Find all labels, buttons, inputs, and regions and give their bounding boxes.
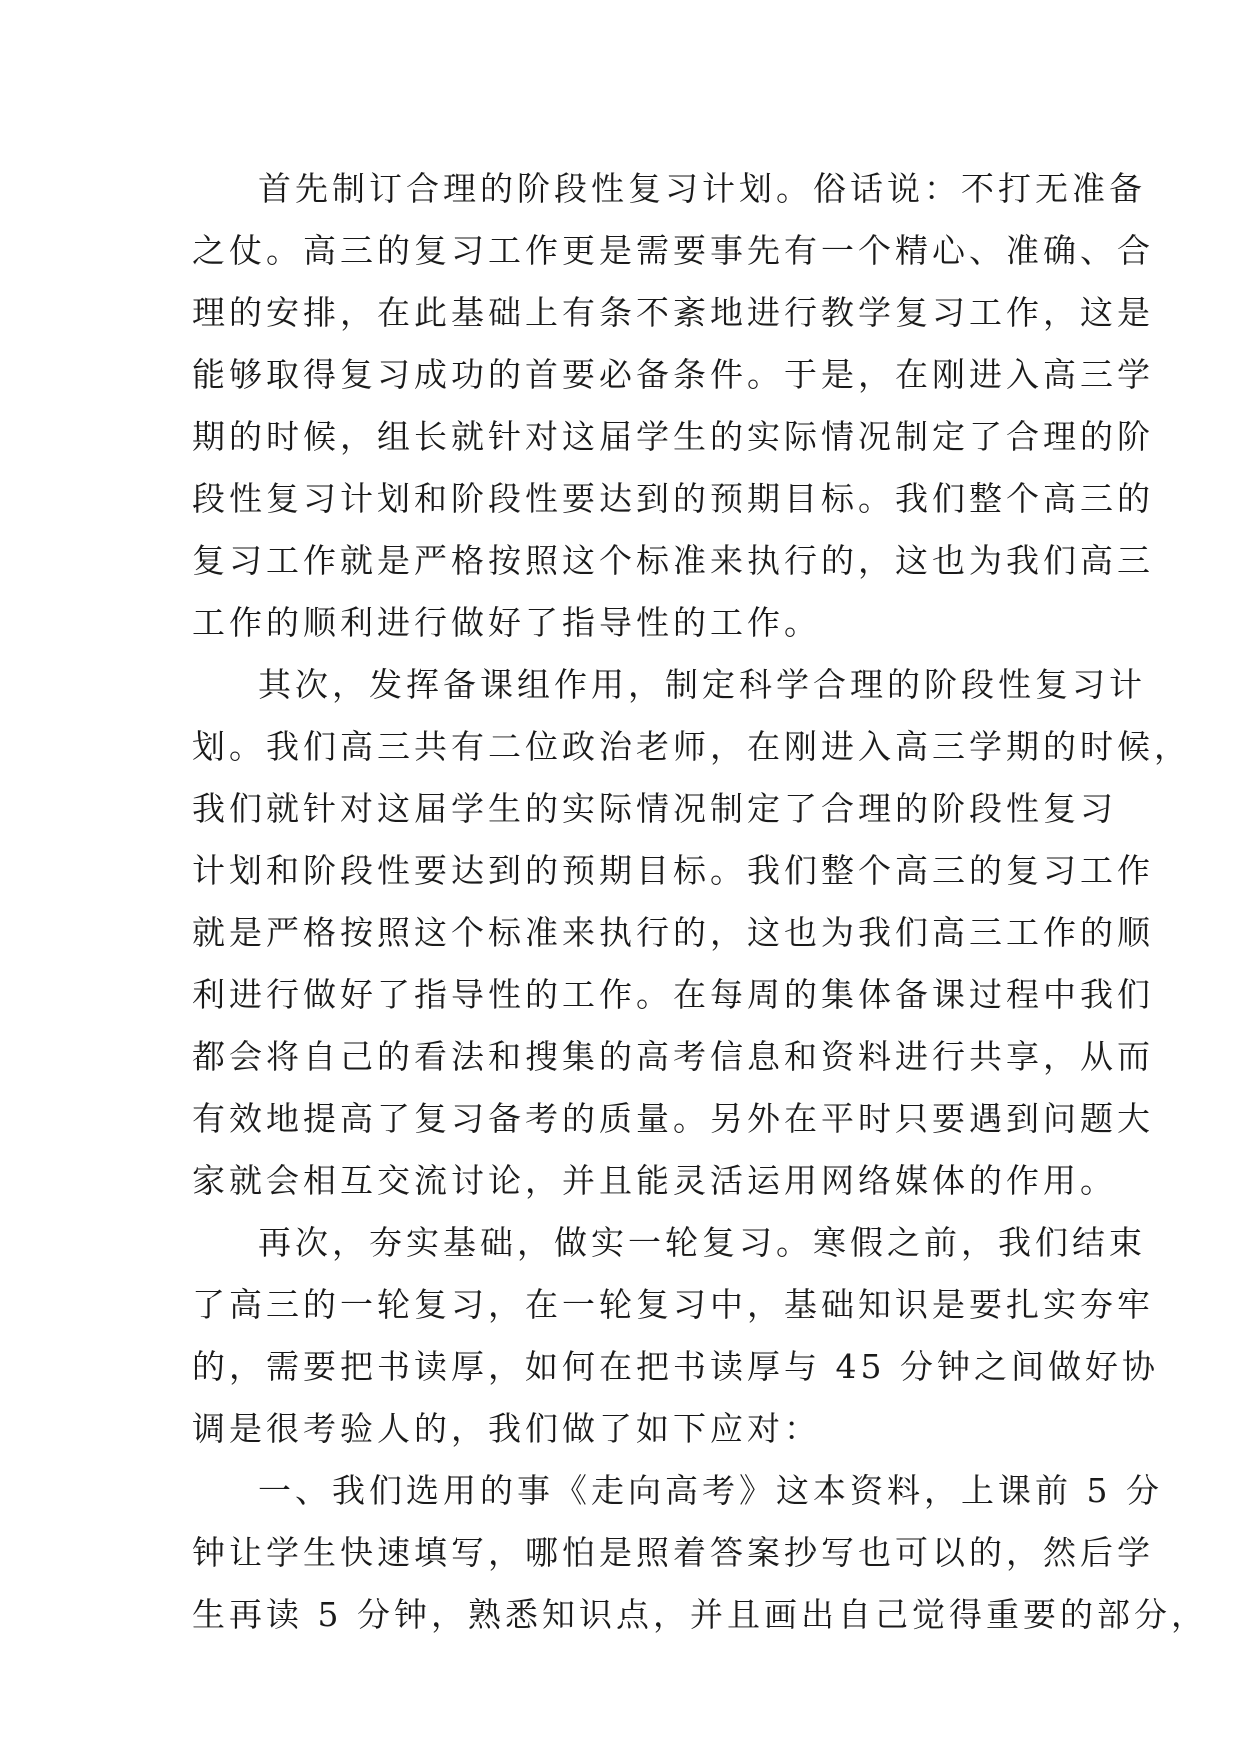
paragraph-2 [192, 654, 1191, 1212]
paragraph-line: 之仗。高三的复习工作更是需要事先有一个精心、准确、合 [192, 231, 1154, 270]
paragraph-line: 就是严格按照这个标准来执行的，这也为我们高三工作的顺 [192, 913, 1154, 952]
paragraph-line: 计划和阶段性要达到的预期目标。我们整个高三的复习工作 [192, 851, 1154, 890]
paragraph-line: 我们就针对这届学生的实际情况制定了合理的阶段性复习 [192, 789, 1117, 828]
paragraph-line: 有效地提高了复习备考的质量。另外在平时只要遇到问题大 [192, 1099, 1154, 1138]
paragraph-1 [192, 158, 1154, 654]
paragraph-line: 段性复习计划和阶段性要达到的预期目标。我们整个高三的 [192, 479, 1154, 518]
paragraph-line: 了高三的一轮复习，在一轮复习中，基础知识是要扎实夯牢 [192, 1285, 1154, 1324]
paragraph-line: 复习工作就是严格按照这个标准来执行的，这也为我们高三 [192, 541, 1154, 580]
body-text [192, 158, 1208, 1646]
paragraph-line: 的，需要把书读厚，如何在把书读厚与 45 分钟之间做好协 [192, 1347, 1159, 1386]
paragraph-line: 划。我们高三共有二位政治老师，在刚进入高三学期的时候， [192, 727, 1191, 766]
paragraph-line: 再次，夯实基础，做实一轮复习。寒假之前，我们结束 [258, 1223, 1146, 1262]
paragraph-line: 都会将自己的看法和搜集的高考信息和资料进行共享，从而 [192, 1037, 1154, 1076]
paragraph-line: 工作的顺利进行做好了指导性的工作。 [192, 603, 821, 642]
paragraph-line: 理的安排，在此基础上有条不紊地进行教学复习工作，这是 [192, 293, 1154, 332]
paragraph-line: 首先制订合理的阶段性复习计划。俗话说：不打无准备 [258, 169, 1146, 208]
paragraph-line: 其次，发挥备课组作用，制定科学合理的阶段性复习计 [258, 665, 1146, 704]
paragraph-line: 一、我们选用的事《走向高考》这本资料，上课前 5 分 [258, 1471, 1163, 1510]
paragraph-3 [192, 1212, 1159, 1460]
paragraph-line: 钟让学生快速填写，哪怕是照着答案抄写也可以的，然后学 [192, 1533, 1154, 1572]
paragraph-line: 家就会相互交流讨论，并且能灵活运用网络媒体的作用。 [192, 1161, 1117, 1200]
paragraph-line: 利进行做好了指导性的工作。在每周的集体备课过程中我们 [192, 975, 1154, 1014]
paragraph-line: 期的时候，组长就针对这届学生的实际情况制定了合理的阶 [192, 417, 1154, 456]
paragraph-4 [192, 1460, 1208, 1646]
paragraph-line: 调是很考验人的，我们做了如下应对： [192, 1409, 821, 1448]
paragraph-line: 能够取得复习成功的首要必备条件。于是，在刚进入高三学 [192, 355, 1154, 394]
paragraph-line: 生再读 5 分钟，熟悉知识点，并且画出自己觉得重要的部分， [192, 1595, 1208, 1634]
